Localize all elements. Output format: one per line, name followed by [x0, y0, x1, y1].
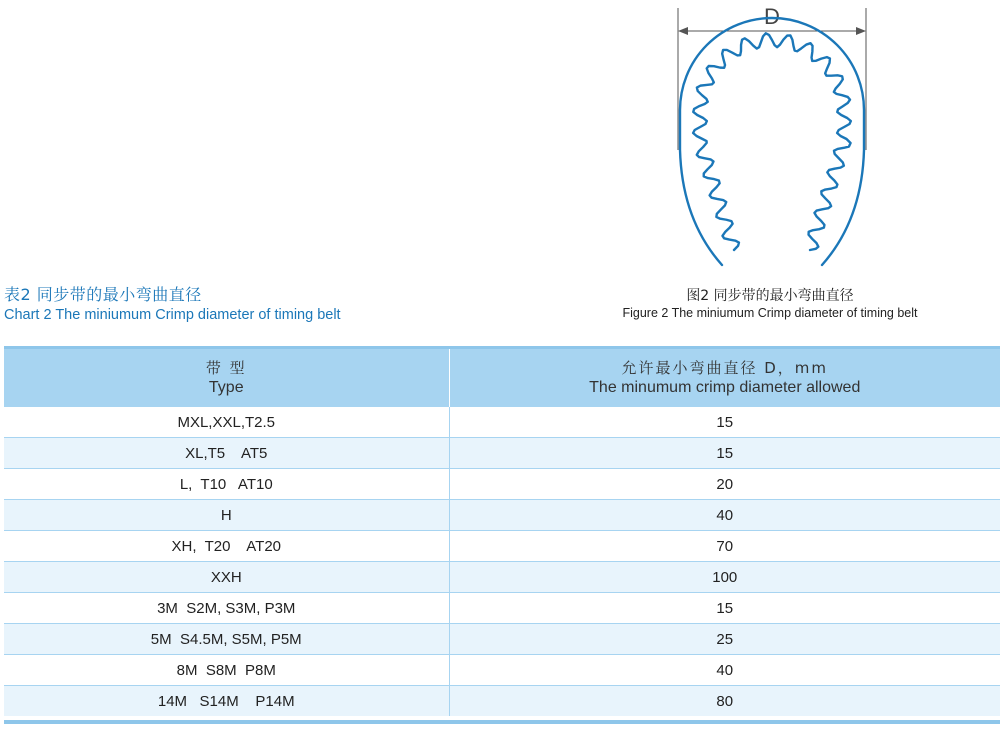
table-title-english: Chart 2 The miniumum Crimp diameter of timing belt	[4, 307, 341, 323]
table-row	[4, 686, 1000, 717]
belt-teeth-outline	[693, 33, 851, 250]
cell-min-diameter: 40	[449, 655, 1000, 686]
table-row	[4, 655, 1000, 686]
cell-belt-type: H	[4, 500, 449, 531]
dimension-label: D	[764, 4, 780, 29]
table-title-chinese: 表2 同步带的最小弯曲直径	[4, 285, 202, 304]
dimension-arrow-right	[856, 27, 866, 35]
belt-diagram	[672, 0, 872, 272]
cell-min-diameter: 15	[449, 407, 1000, 438]
cell-belt-type: XXH	[4, 562, 449, 593]
cell-min-diameter: 40	[449, 500, 1000, 531]
cell-belt-type: XL,T5 AT5	[4, 438, 449, 469]
cell-min-diameter: 70	[449, 531, 1000, 562]
header-type-english: Type	[208, 378, 244, 396]
table-row	[4, 562, 1000, 593]
belt-crimp-figure	[672, 0, 872, 272]
figure-caption-english: Figure 2 The miniumum Crimp diameter of timing belt	[622, 306, 918, 320]
header-diameter-english: The minumum crimp diameter allowed	[589, 378, 861, 396]
cell-belt-type: 14M S14M P14M	[4, 686, 449, 717]
header-type	[4, 349, 449, 407]
min-crimp-diameter-table	[4, 346, 1000, 724]
table-row	[4, 593, 1000, 624]
header-diameter-chinese: 允许最小弯曲直径 D，mm	[621, 358, 829, 377]
figure-caption-chinese: 图2 同步带的最小弯曲直径	[686, 288, 854, 304]
cell-min-diameter: 15	[449, 593, 1000, 624]
cell-belt-type: MXL,XXL,T2.5	[4, 407, 449, 438]
cell-belt-type: 8M S8M P8M	[4, 655, 449, 686]
cell-min-diameter: 100	[449, 562, 1000, 593]
cell-belt-type: 3M S2M, S3M, P3M	[4, 593, 449, 624]
table-row	[4, 407, 1000, 438]
table-bottom-rule	[4, 720, 1000, 724]
cell-min-diameter: 15	[449, 438, 1000, 469]
table-row	[4, 500, 1000, 531]
table-row	[4, 531, 1000, 562]
cell-min-diameter: 80	[449, 686, 1000, 717]
table-row	[4, 469, 1000, 500]
table-row	[4, 624, 1000, 655]
cell-belt-type: XH, T20 AT20	[4, 531, 449, 562]
header-diameter	[449, 349, 1000, 407]
cell-min-diameter: 25	[449, 624, 1000, 655]
table-header-row	[4, 349, 1000, 407]
table-row	[4, 438, 1000, 469]
data-table	[4, 349, 1000, 716]
table-body	[4, 407, 1000, 717]
dimension-arrow-left	[678, 27, 688, 35]
header-type-chinese: 带 型	[205, 358, 247, 377]
cell-min-diameter: 20	[449, 469, 1000, 500]
cell-belt-type: 5M S4.5M, S5M, P5M	[4, 624, 449, 655]
cell-belt-type: L, T10 AT10	[4, 469, 449, 500]
